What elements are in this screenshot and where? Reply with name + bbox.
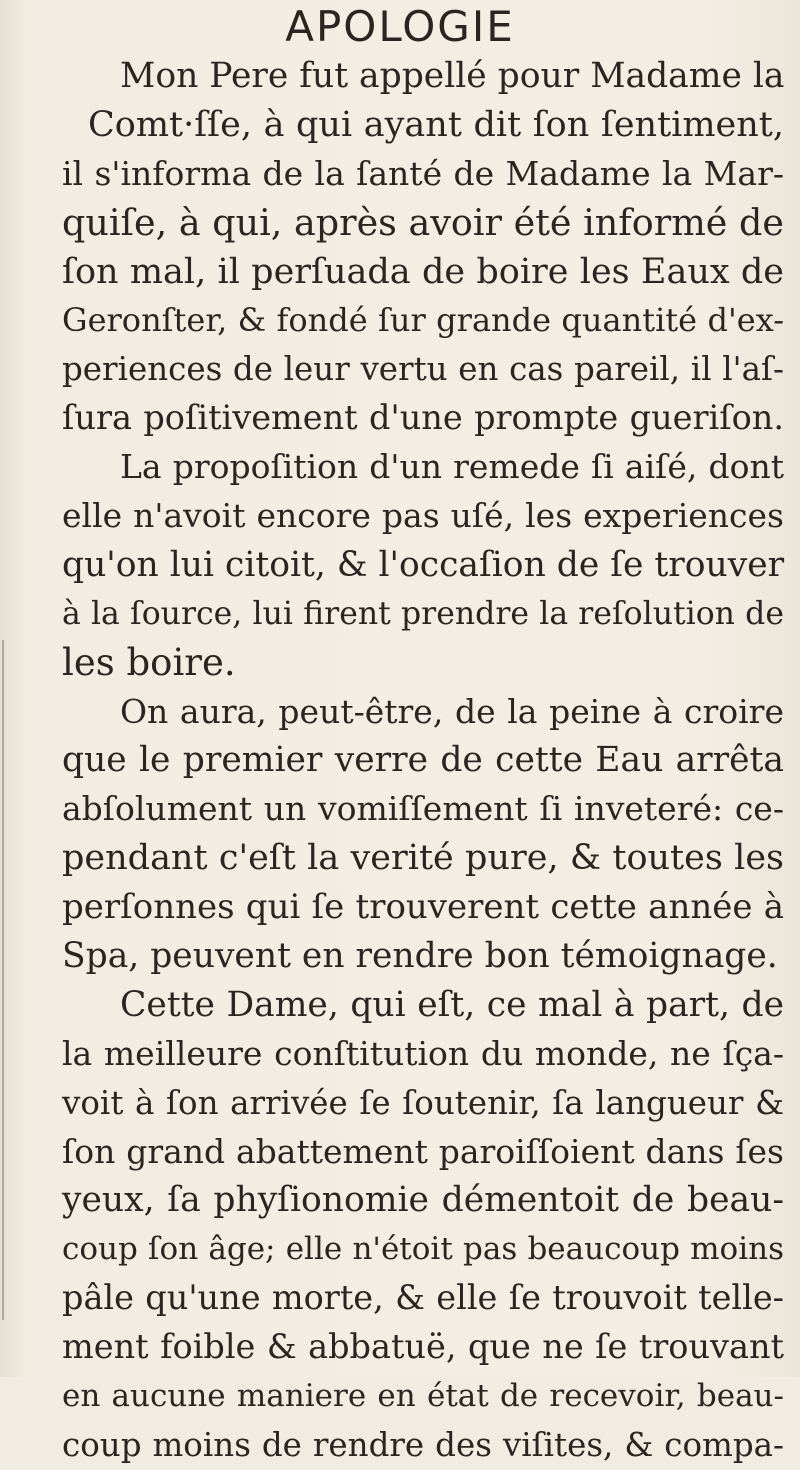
text-line: On aura, peut-être, de la peine à croire bbox=[120, 691, 784, 731]
text-line: periences de leur vertu en cas pareil, il l'aſ- bbox=[62, 350, 784, 389]
text-line: Spa, peuvent en rendre bon témoignage. bbox=[62, 936, 778, 977]
text-line: yeux, ſa phyſionomie démentoit de beau- bbox=[62, 1180, 784, 1221]
text-line: à la ſource, lui firent prendre la reſolution de bbox=[62, 595, 784, 632]
text-line: la meilleure conſtitution du monde, ne ſça- bbox=[62, 1033, 784, 1073]
text-line: ment foible & abbatuë, que ne ſe trouvant bbox=[62, 1327, 784, 1367]
text-line: abſolument un vomiſſement ſi inveteré: ce- bbox=[62, 789, 784, 829]
body-text bbox=[62, 52, 784, 1470]
text-line: Mon Pere fut appellé pour Madame la bbox=[120, 56, 785, 96]
text-line: voit à ſon arrivée ſe ſoutenir, ſa langueur & bbox=[62, 1083, 784, 1122]
text-line: pendant c'eſt la verité pure, & toutes les bbox=[62, 838, 784, 879]
text-line: Geronſter, & fondé ſur grande quantité d'ex- bbox=[62, 301, 784, 340]
text-line: ſon grand abattement paroiſſoient dans ſes bbox=[62, 1131, 784, 1171]
text-line: elle n'avoit encore pas uſé, les experiences bbox=[62, 496, 784, 536]
text-line: La propoſition d'un remede ſi aiſé, dont bbox=[120, 447, 784, 487]
text-line: Comt·ſſe, à qui ayant dit ſon ſentiment, bbox=[88, 104, 784, 145]
running-head: APOLOGIE bbox=[285, 2, 515, 51]
text-line: pâle qu'une morte, & elle ſe trouvoit telle- bbox=[62, 1278, 784, 1318]
text-line: quiſe, à qui, après avoir été informé de bbox=[62, 200, 784, 244]
text-line: les boire. bbox=[62, 640, 236, 684]
text-line: ſon mal, il perſuada de boire les Eaux de bbox=[62, 251, 784, 292]
text-line: il s'informa de la ſanté de Madame la Mar- bbox=[62, 153, 784, 193]
text-line: coup ſon âge; elle n'étoit pas beaucoup moins bbox=[62, 1231, 784, 1268]
text-line: que le premier verre de cette Eau arrêta bbox=[62, 740, 784, 781]
text-line: en aucune maniere en état de recevoir, beau- bbox=[62, 1378, 784, 1415]
text-line: perſonnes qui ſe trouverent cette année à bbox=[62, 887, 784, 928]
text-line: coup moins de rendre des viſites, & compa- bbox=[62, 1425, 784, 1464]
text-line: ſura poſitivement d'une prompte gueriſon. bbox=[62, 398, 784, 438]
text-line: Cette Dame, qui eſt, ce mal à part, de bbox=[120, 984, 784, 1025]
text-line: qu'on lui citoit, & l'occaſion de ſe trouver bbox=[62, 544, 785, 585]
page-edge-shadow bbox=[2, 640, 4, 1320]
